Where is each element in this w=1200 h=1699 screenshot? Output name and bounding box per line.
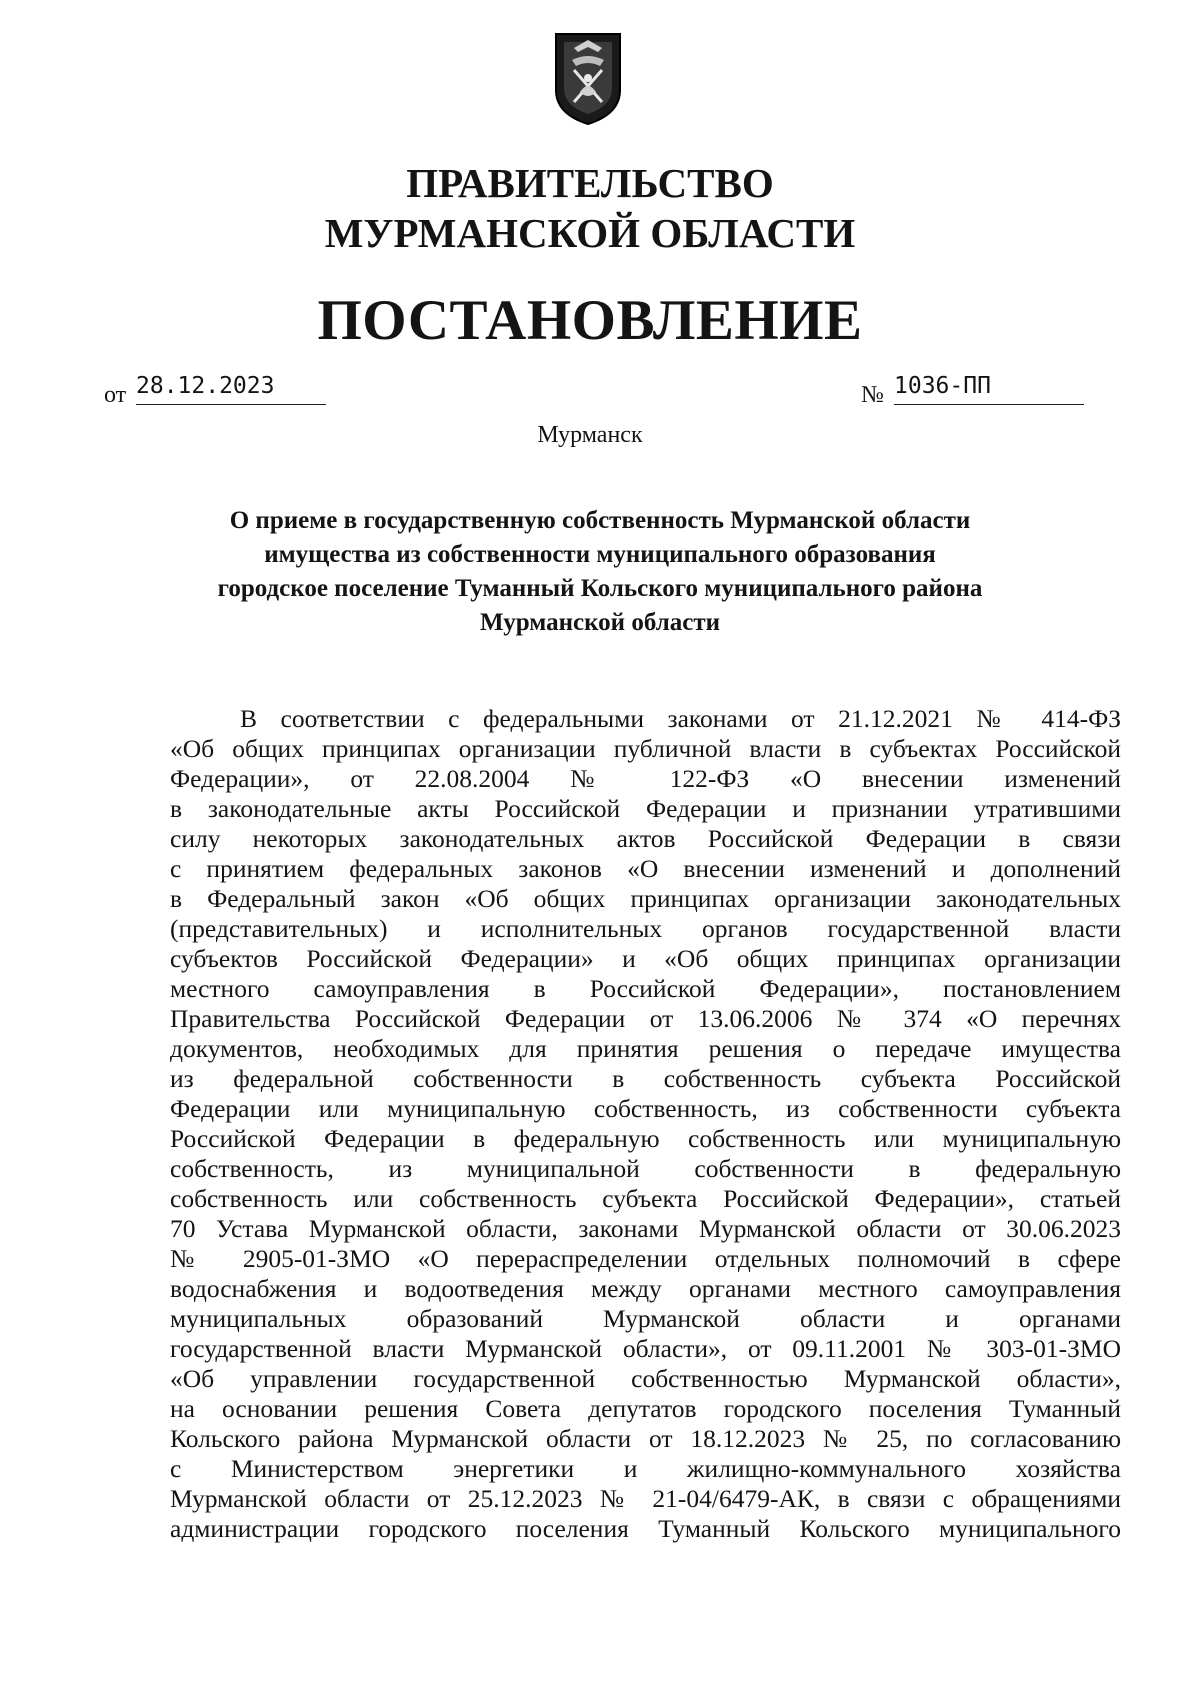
body-line: собственность, из муниципальной собственности в федеральную (170, 1154, 1121, 1183)
body-line: администрации городского поселения Туманный Кольского муниципального (170, 1514, 1121, 1543)
title-line: О приеме в государственную собственность Мурманской области (229, 507, 971, 534)
org-line-2: МУРМАНСКОЙ ОБЛАСТИ (324, 210, 856, 256)
body-line: муниципальных образований Мурманской области и органами (170, 1304, 1121, 1333)
body-line: № 2905-01-ЗМО «О перераспределении отдельных полномочий в сфере (170, 1244, 1121, 1273)
document-title (120, 504, 1080, 640)
city-name: Мурманск (537, 422, 643, 448)
document-body (170, 704, 1121, 1544)
title-line: Мурманской области (479, 609, 721, 636)
document-date: 28.12.2023 (136, 372, 326, 405)
body-line: на основании решения Совета депутатов городского поселения Туманный (170, 1394, 1121, 1423)
body-line: Федерации или муниципальную собственность, из собственности субъекта (170, 1094, 1121, 1123)
document-number: 1036-ПП (894, 372, 1084, 405)
body-line: в Федеральный закон «Об общих принципах организации законодательных (170, 884, 1121, 913)
number-prefix: № (861, 382, 884, 408)
body-line: Кольского района Мурманской области от 18.12.2023 № 25, по согласованию (170, 1424, 1121, 1453)
body-line: Российской Федерации в федеральную собственность или муниципальную (170, 1124, 1121, 1153)
body-line: собственность или собственность субъекта Российской Федерации», статьей (170, 1184, 1121, 1213)
body-line: В соответствии с федеральными законами от 21.12.2021 № 414-ФЗ (240, 704, 1121, 733)
body-line: «Об общих принципах организации публичной власти в субъектах Российской (170, 734, 1121, 763)
body-line: с принятием федеральных законов «О внесении изменений и дополнений (170, 854, 1121, 883)
body-line: Правительства Российской Федерации от 13.06.2006 № 374 «О перечнях (170, 1004, 1121, 1033)
body-line: с Министерством энергетики и жилищно-коммунального хозяйства (170, 1454, 1121, 1483)
body-line: документов, необходимых для принятия решения о передаче имущества (170, 1034, 1121, 1063)
title-line: городское поселение Туманный Кольского муниципального района (217, 575, 983, 602)
body-line: из федеральной собственности в собственность субъекта Российской (170, 1064, 1121, 1093)
body-line: «Об управлении государственной собственностью Мурманской области», (170, 1364, 1121, 1393)
body-line: водоснабжения и водоотведения между органами местного самоуправления (170, 1274, 1121, 1303)
coat-of-arms-emblem (552, 30, 624, 126)
title-line: имущества из собственности муниципального образования (264, 541, 936, 568)
body-line: местного самоуправления в Российской Федерации», постановлением (170, 974, 1121, 1003)
body-line: 70 Устава Мурманской области, законами Мурманской области от 30.06.2023 (170, 1214, 1121, 1243)
org-line-1: ПРАВИТЕЛЬСТВО (406, 160, 774, 206)
body-line: субъектов Российской Федерации» и «Об общих принципах организации (170, 944, 1121, 973)
government-name (0, 158, 1180, 258)
body-line: государственной власти Мурманской области», от 09.11.2001 № 303-01-ЗМО (170, 1334, 1121, 1363)
body-line: в законодательные акты Российской Федерации и признании утратившими (170, 794, 1121, 823)
body-line: Федерации», от 22.08.2004 № 122-ФЗ «О внесении изменений (170, 764, 1121, 793)
body-line: силу некоторых законодательных актов Российской Федерации в связи (170, 824, 1121, 853)
body-line: Мурманской области от 25.12.2023 № 21-04/6479-АК, в связи с обращениями (170, 1484, 1121, 1513)
document-type-heading: ПОСТАНОВЛЕНИЕ (317, 289, 863, 352)
date-prefix: от (104, 382, 127, 408)
body-line: (представительных) и исполнительных органов государственной власти (170, 914, 1121, 943)
